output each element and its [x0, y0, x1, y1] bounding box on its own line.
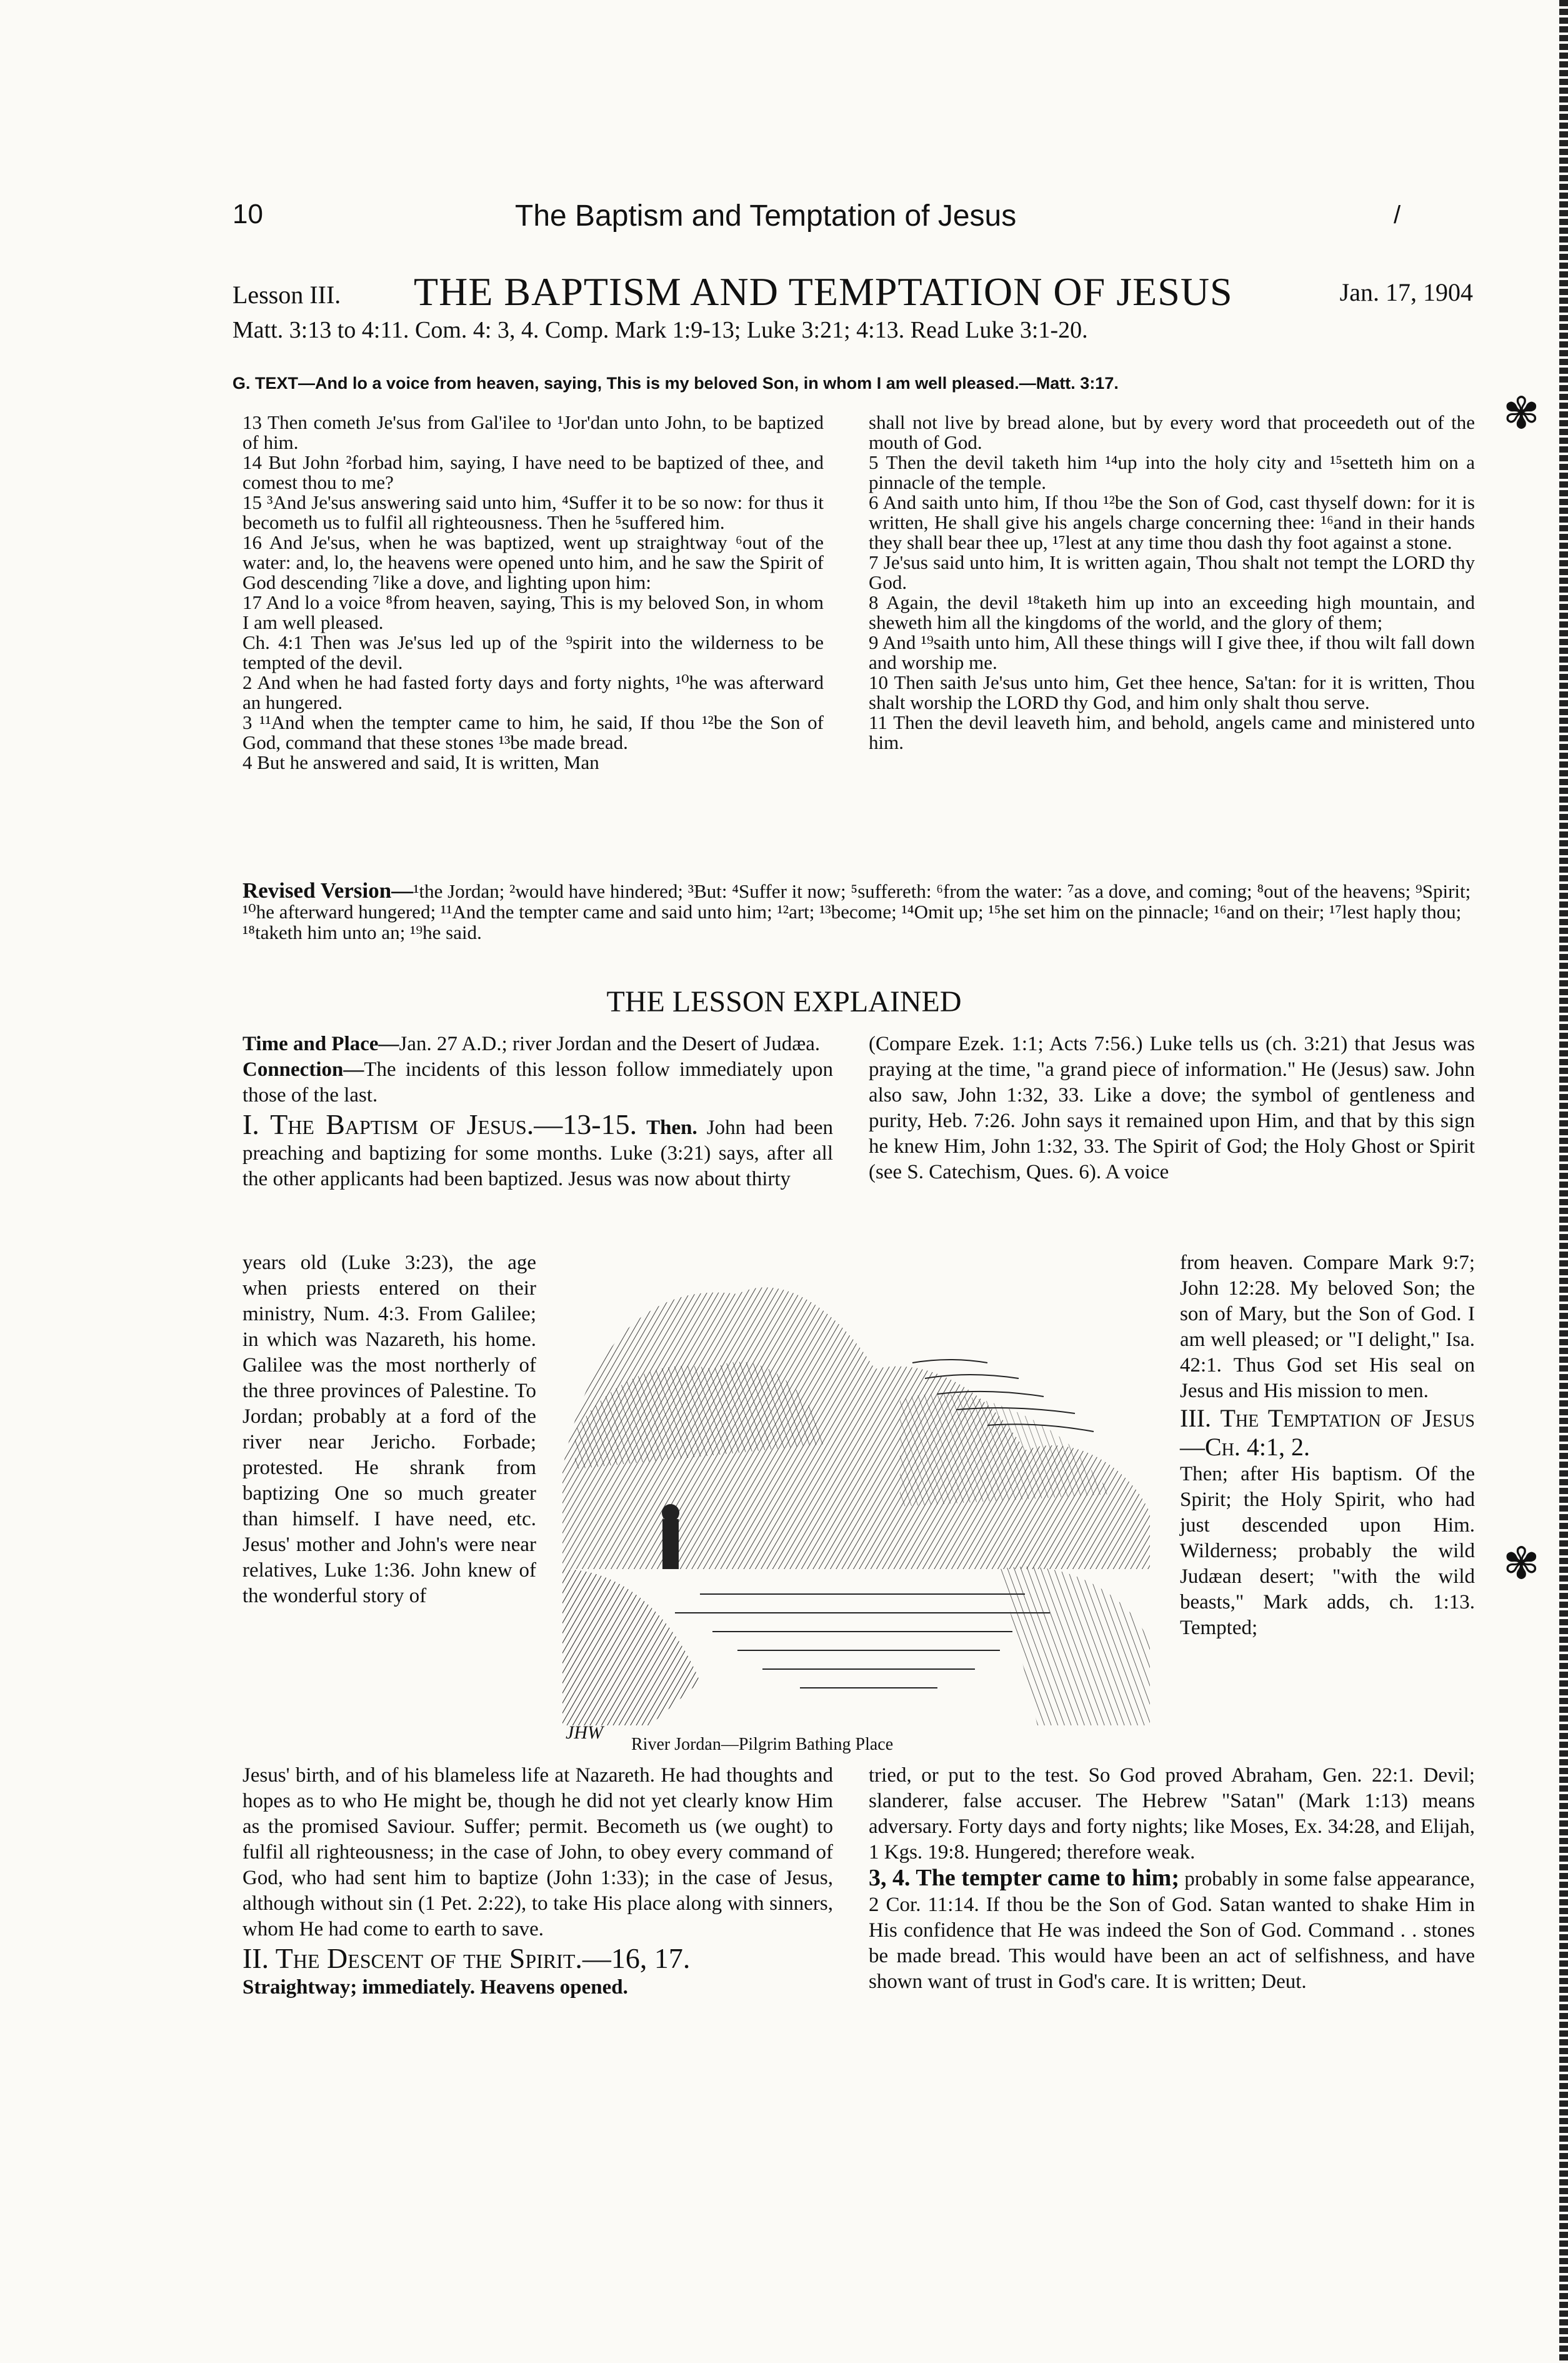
narrow-right-column [1180, 1250, 1475, 1641]
verse: 6 And saith unto him, If thou ¹²be the Son of God, cast thyself down: for it is written, He shall give his angels charge concerning thee: ¹⁶and in their hands they shall bear thee up, ¹⁷lest at any time thou dash thy foot against a stone. [869, 491, 1475, 553]
verse: 2 And when he had fasted forty days and forty nights, ¹⁰he was afterward an hungered. [242, 671, 824, 713]
connection-text: The incidents of this lesson follow immediately upon those of the last. [242, 1058, 833, 1106]
section1-intro: John had been preaching and baptizing for some months. Luke (3:21) says, after all the other applicants had been baptized. Jesus was now about thirty [242, 1116, 834, 1190]
revised-label: Revised Version— [242, 878, 414, 903]
time-place-text: Jan. 27 A.D.; river Jordan and the Desert of Judæa. [399, 1033, 821, 1055]
bottom-right-text: tried, or put to the test. So God proved Abraham, Gen. 22:1. Devil; slanderer, false accuser. The Hebrew "Satan" (Mark 1:13) means adversary. Forty days and forty nights; like Moses, Ex. 34:28, and Elijah, 1 Kgs. 19:8. Hungered; therefore weak. [869, 1764, 1475, 1864]
section-heading-baptism: I. The Baptism of Jesus.—13-15. [242, 1108, 637, 1140]
explained-column-right-bottom [869, 1763, 1475, 1995]
verse: 8 Again, the devil ¹⁸taketh him up into an exceeding high mountain, and sheweth him all the kingdoms of the world, and the glory of them; [869, 591, 1475, 633]
scan-edge [1559, 0, 1568, 2363]
section34-heading: 3, 4. The tempter came to him; [869, 1865, 1179, 1891]
bottom-left-text: Jesus' birth, and of his blameless life at Nazareth. He had thoughts and hopes as to who He might be, though he did not yet clearly know Him as the promised Saviour. Suffer; permit. Becometh us (we ought) to fulfil all righteousness; in the case of John, to obey every command of God, who had sent him to baptize (John 1:33); in the case of Jesus, although without sin (1 Pet. 2:22), to take His place along with sinners, whom He had come to earth to save. [242, 1764, 833, 1940]
section-heading-descent: II. The Descent of the Spirit.—16, 17. [242, 1942, 691, 1974]
verse: 11 Then the devil leaveth him, and behold, angels came and ministered unto him. [869, 711, 1475, 753]
margin-mark: / [1394, 201, 1401, 229]
section34-text: probably in some false appearance, 2 Cor. 11:14. If thou be the Son of God. Satan wanted to shake Him in His confidence that He was indeed the Son of God. Command . . stones be made bread. This would have been an act of selfishness, and have shown want of trust in God's care. It is written; Deut. [869, 1868, 1476, 1993]
binding-hole-icon: ✾ [1503, 1540, 1540, 1588]
narrow-left-text: years old (Luke 3:23), the age when priests entered on their ministry, Num. 4:3. From Galilee; in which was Nazareth, his home. Galilee was the most northerly of the three provinces of Palestine. To Jordan; probably at a ford of the river near Jericho. Forbade; protested. He shrank from baptizing One so much greater than himself. I have need, etc. Jesus' mother and John's were near relatives, Luke 1:36. John knew of the wonderful story of [242, 1252, 536, 1607]
section1-then: Then. [646, 1116, 697, 1139]
verse: 16 And Je'sus, when he was baptized, went up straightway ⁶out of the water: and, lo, the heavens were opened unto him, and he saw the Spirit of God descending ⁷like a dove, and lighting upon him: [242, 531, 824, 593]
explained-column-right-top [869, 1031, 1475, 1185]
section-heading-temptation: III. The Temptation of Jesus—Ch. 4:1, 2. [1180, 1404, 1475, 1461]
verse: 3 ¹¹And when the tempter came to him, he said, If thou ¹²be the Son of God, command that these stones ¹³be made bread. [242, 711, 824, 753]
right-top-text: (Compare Ezek. 1:1; Acts 7:56.) Luke tells us (ch. 3:21) that Jesus was praying at the time, "a grand piece of information." He (Jesus) saw. John also saw, John 1:32, 33. Like a dove; the symbol of gentleness and purity, Heb. 7:26. John says it remained upon Him, and that by this sign he knew Him, John 1:32, 33. The Spirit of God; the Holy Ghost or Spirit (see S. Catechism, Ques. 6). A voice [869, 1033, 1475, 1183]
section2-text: Straightway; immediately. Heavens opened. [242, 1976, 628, 1999]
running-title: The Baptism and Temptation of Jesus [515, 199, 1017, 233]
verse: 14 But John ²forbad him, saying, I have need to be baptized of thee, and comest thou to me? [242, 451, 824, 493]
revised-text: ¹the Jordan; ²would have hindered; ³But: ⁴Suffer it now; ⁵suffereth: ⁶from the water: ⁷as a dove, and coming; ⁸out of the heavens; ⁹Spirit; ¹⁰he afterward hungered; ¹¹And the tempter came and said unto him; ¹²art; ¹³become; ¹⁴Omit up; ¹⁵he set him on the pinnacle; ¹⁶and on their; ¹⁷lest haply thou; ¹⁸taketh him unto an; ¹⁹he said. [242, 880, 1471, 943]
scripture-column-right [869, 413, 1475, 753]
connection-label: Connection— [242, 1058, 364, 1081]
verse: 4 But he answered and said, It is written, Man [242, 751, 599, 773]
explained-heading: THE LESSON EXPLAINED [606, 985, 962, 1018]
time-place-label: Time and Place— [242, 1033, 399, 1055]
revised-version [242, 880, 1475, 943]
binding-hole-icon: ✾ [1503, 390, 1540, 438]
lesson-heading [232, 269, 1473, 313]
verse: Ch. 4:1 Then was Je'sus led up of the ⁹spirit into the wilderness to be tempted of the devil. [242, 631, 824, 673]
narrow-right-text: from heaven. Compare Mark 9:7; John 12:28. My beloved Son; the son of Mary, but the Son of God. I am well pleased; or "I delight," Isa. 42:1. Thus God set His seal on Jesus and His mission to men. [1180, 1252, 1475, 1402]
lesson-label: Lesson III. [232, 281, 341, 309]
lesson-date: Jan. 17, 1904 [1339, 278, 1473, 306]
golden-text: G. TEXT—And lo a voice from heaven, saying, This is my beloved Son, in whom I am well pleased.—Matt. 3:17. [232, 374, 1119, 393]
verse: 5 Then the devil taketh him ¹⁴up into the holy city and ¹⁵setteth him on a pinnacle of the temple. [869, 451, 1475, 493]
verse: 7 Je'sus said unto him, It is written again, Thou shalt not tempt the LORD thy God. [869, 551, 1475, 593]
verse: shall not live by bread alone, but by every word that proceedeth out of the mouth of God. [869, 411, 1475, 453]
figure-caption: River Jordan—Pilgrim Bathing Place [631, 1735, 894, 1754]
explained-column-left-bottom [242, 1763, 833, 2000]
engraving-river-jordan [550, 1244, 1169, 1763]
verse: 13 Then cometh Je'sus from Gal'ilee to ¹Jor'dan unto John, to be baptized of him. [242, 411, 824, 453]
explained-column-left-top [242, 1031, 833, 1192]
engraver-initials: JHW [566, 1722, 603, 1743]
verse: 10 Then saith Je'sus unto him, Get thee hence, Sa'tan: for it is written, Thou shalt worship the LORD thy God, and him only shalt thou serve. [869, 671, 1475, 713]
scripture-column-left [242, 413, 824, 773]
verse: 9 And ¹⁹saith unto him, All these things will I give thee, if thou wilt fall down and worship me. [869, 631, 1475, 673]
narrow-right-text-2: Then; after His baptism. Of the Spirit; the Holy Spirit, who had just descended upon Him. Wilderness; probably the wild Judæan desert; "with the wild beasts," Mark adds, ch. 1:13. Tempted; [1180, 1463, 1475, 1639]
scripture-references: Matt. 3:13 to 4:11. Com. 4: 3, 4. Comp. Mark 1:9-13; Luke 3:21; 4:13. Read Luke 3:1-20. [232, 317, 1088, 343]
verse: 15 ³And Je'sus answering said unto him, ⁴Suffer it to be so now: for thus it becometh us to fulfil all righteousness. Then he ⁵suffered him. [242, 491, 824, 533]
running-header [0, 199, 1568, 249]
verse: 17 And lo a voice ⁸from heaven, saying, This is my beloved Son, in whom I am well pleased. [242, 591, 824, 633]
lesson-title: THE BAPTISM AND TEMPTATION OF JESUS [414, 269, 1233, 314]
page-number: 10 [232, 199, 263, 229]
